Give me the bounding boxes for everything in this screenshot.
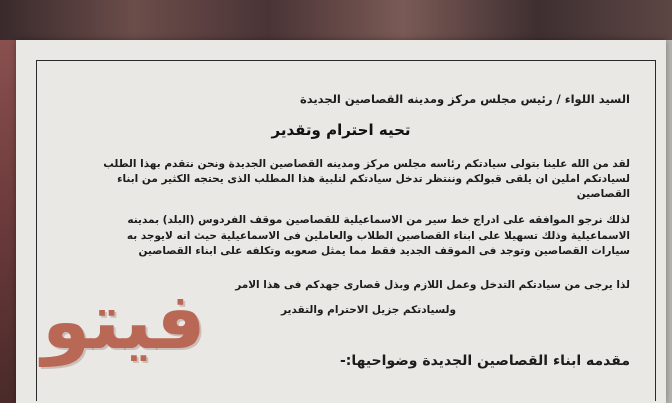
paragraph1-line3: القصاصين bbox=[576, 188, 630, 200]
paragraph2-line1: لذلك نرجو الموافقه على ادراج خط سير من الاسماعيلية للقصاصين موقف الفردوس (البلد) بمدينه bbox=[127, 214, 630, 226]
watermark-logo: فيتو bbox=[42, 277, 206, 367]
sender-line: مقدمه ابناء القصاصين الجديدة وضواحيها:- bbox=[339, 353, 630, 369]
letter-paper bbox=[16, 40, 666, 403]
paragraph3-line: لذا يرجى من سيادتكم التدخل وعمل اللازم وبذل قصارى جهدكم فى هذا الامر bbox=[235, 279, 630, 291]
paragraph2-line3: سيارات القصاصين وتوجد فى الموقف الجديد فقط مما يمثل صعوبه وتكلفه على ابناء القصاصين bbox=[138, 245, 630, 257]
addressee-line: السيد اللواء / رئيس مجلس مركز ومدينه القصاصين الجديدة bbox=[299, 92, 630, 106]
paragraph1-line1: لقد من الله علينا بتولى سيادتكم رئاسه مجلس مركز ومدينه القصاصين الجديدة ونحن نتقدم بهذا الطلب bbox=[103, 158, 630, 170]
paragraph1-line2: لسيادتكم املين ان يلقى قبولكم وننتظر تدخل سيادتكم لتلبية هذا المطلب الذى يحتجه الكثير من ابناء bbox=[117, 173, 630, 185]
paragraph2-line2: الاسماعيلية وذلك تسهيلا على ابناء القصاصين الطلاب والعاملين فى الاسماعيلية حيث انه لايوجد به bbox=[126, 230, 630, 242]
greeting-heading: تحيه احترام وتقدير bbox=[271, 121, 411, 139]
closing-line: ولسيادتكم جزيل الاحترام والتقدير bbox=[281, 304, 456, 316]
